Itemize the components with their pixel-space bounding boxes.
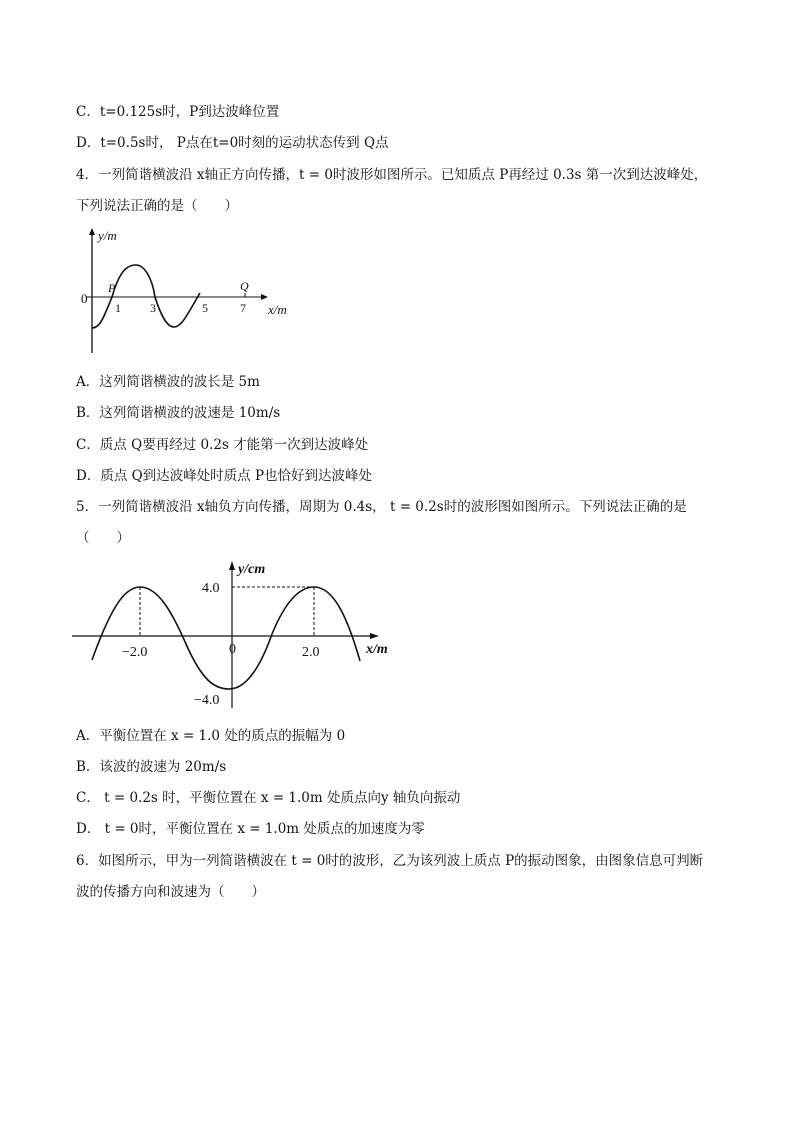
origin-label: 0 bbox=[81, 291, 88, 306]
option-c-q3: C．t=0.125s时，P到达波峰位置 bbox=[76, 104, 280, 120]
option-b-q4: B．这列简谐横波的波速是 10m/s bbox=[76, 405, 281, 421]
question-4-stem-cont: 下列说法正确的是（ ） bbox=[76, 198, 238, 214]
question-6-stem: 6．如图所示，甲为一列简谐横波在 t = 0时的波形，乙为该列波上质点 P的振动图象，由图象信息可判断 bbox=[76, 853, 704, 869]
point-q-label: Q bbox=[240, 279, 249, 293]
x-axis-label: x/m bbox=[268, 302, 287, 317]
x-axis-label: x/m bbox=[366, 642, 388, 657]
option-d-q3: D．t=0.5s时， P点在t=0时刻的运动状态传到 Q点 bbox=[76, 135, 389, 151]
option-c-q4: C．质点 Q要再经过 0.2s 才能第一次到达波峰处 bbox=[76, 437, 369, 453]
y-tick-label-top: 4.0 bbox=[202, 581, 220, 596]
tick-label-1: 1 bbox=[115, 301, 121, 315]
y-axis-arrow bbox=[229, 561, 235, 570]
wave-curve bbox=[92, 587, 360, 689]
y-tick-label-bottom: −4.0 bbox=[194, 693, 220, 708]
tick-label-3: 3 bbox=[150, 301, 156, 315]
origin-label: 0 bbox=[229, 642, 236, 657]
option-c-q5: C． t = 0.2s 时，平衡位置在 x = 1.0m 处质点向y 轴负向振动 bbox=[76, 790, 461, 806]
y-axis-label: y/cm bbox=[238, 562, 266, 577]
y-axis-arrow bbox=[89, 228, 95, 235]
y-axis-label: y/m bbox=[98, 228, 117, 243]
tick-label-5: 5 bbox=[202, 301, 208, 315]
x-axis-arrow bbox=[370, 633, 379, 639]
point-p-label: P bbox=[108, 281, 116, 295]
question-5-stem-cont: （ ） bbox=[76, 530, 130, 546]
option-d-q4: D．质点 Q到达波峰处时质点 P也恰好到达波峰处 bbox=[76, 468, 373, 484]
wave-figure-q4 bbox=[76, 225, 306, 360]
wave-figure-q5 bbox=[66, 558, 406, 713]
question-4-stem: 4．一列简谐横波沿 x轴正方向传播，t = 0时波形如图所示。已知质点 P再经过 0.3s 第一次到达波峰处， bbox=[76, 167, 708, 183]
option-a-q4: A．这列简谐横波的波长是 5m bbox=[76, 374, 260, 390]
question-6-stem-cont: 波的传播方向和波速为（ ） bbox=[76, 884, 265, 900]
x-tick-label-right: 2.0 bbox=[302, 645, 320, 660]
tick-label-7: 7 bbox=[240, 301, 246, 315]
x-axis-arrow bbox=[261, 294, 268, 300]
option-d-q5: D． t = 0时，平衡位置在 x = 1.0m 处质点的加速度为零 bbox=[76, 821, 425, 837]
x-tick-label-left: −2.0 bbox=[122, 645, 148, 660]
option-a-q5: A．平衡位置在 x = 1.0 处的质点的振幅为 0 bbox=[76, 728, 346, 744]
option-b-q5: B．该波的波速为 20m/s bbox=[76, 759, 227, 775]
question-5-stem: 5．一列简谐横波沿 x轴负方向传播，周期为 0.4s， t = 0.2s时的波形图如图所示。下列说法正确的是 bbox=[76, 499, 687, 515]
